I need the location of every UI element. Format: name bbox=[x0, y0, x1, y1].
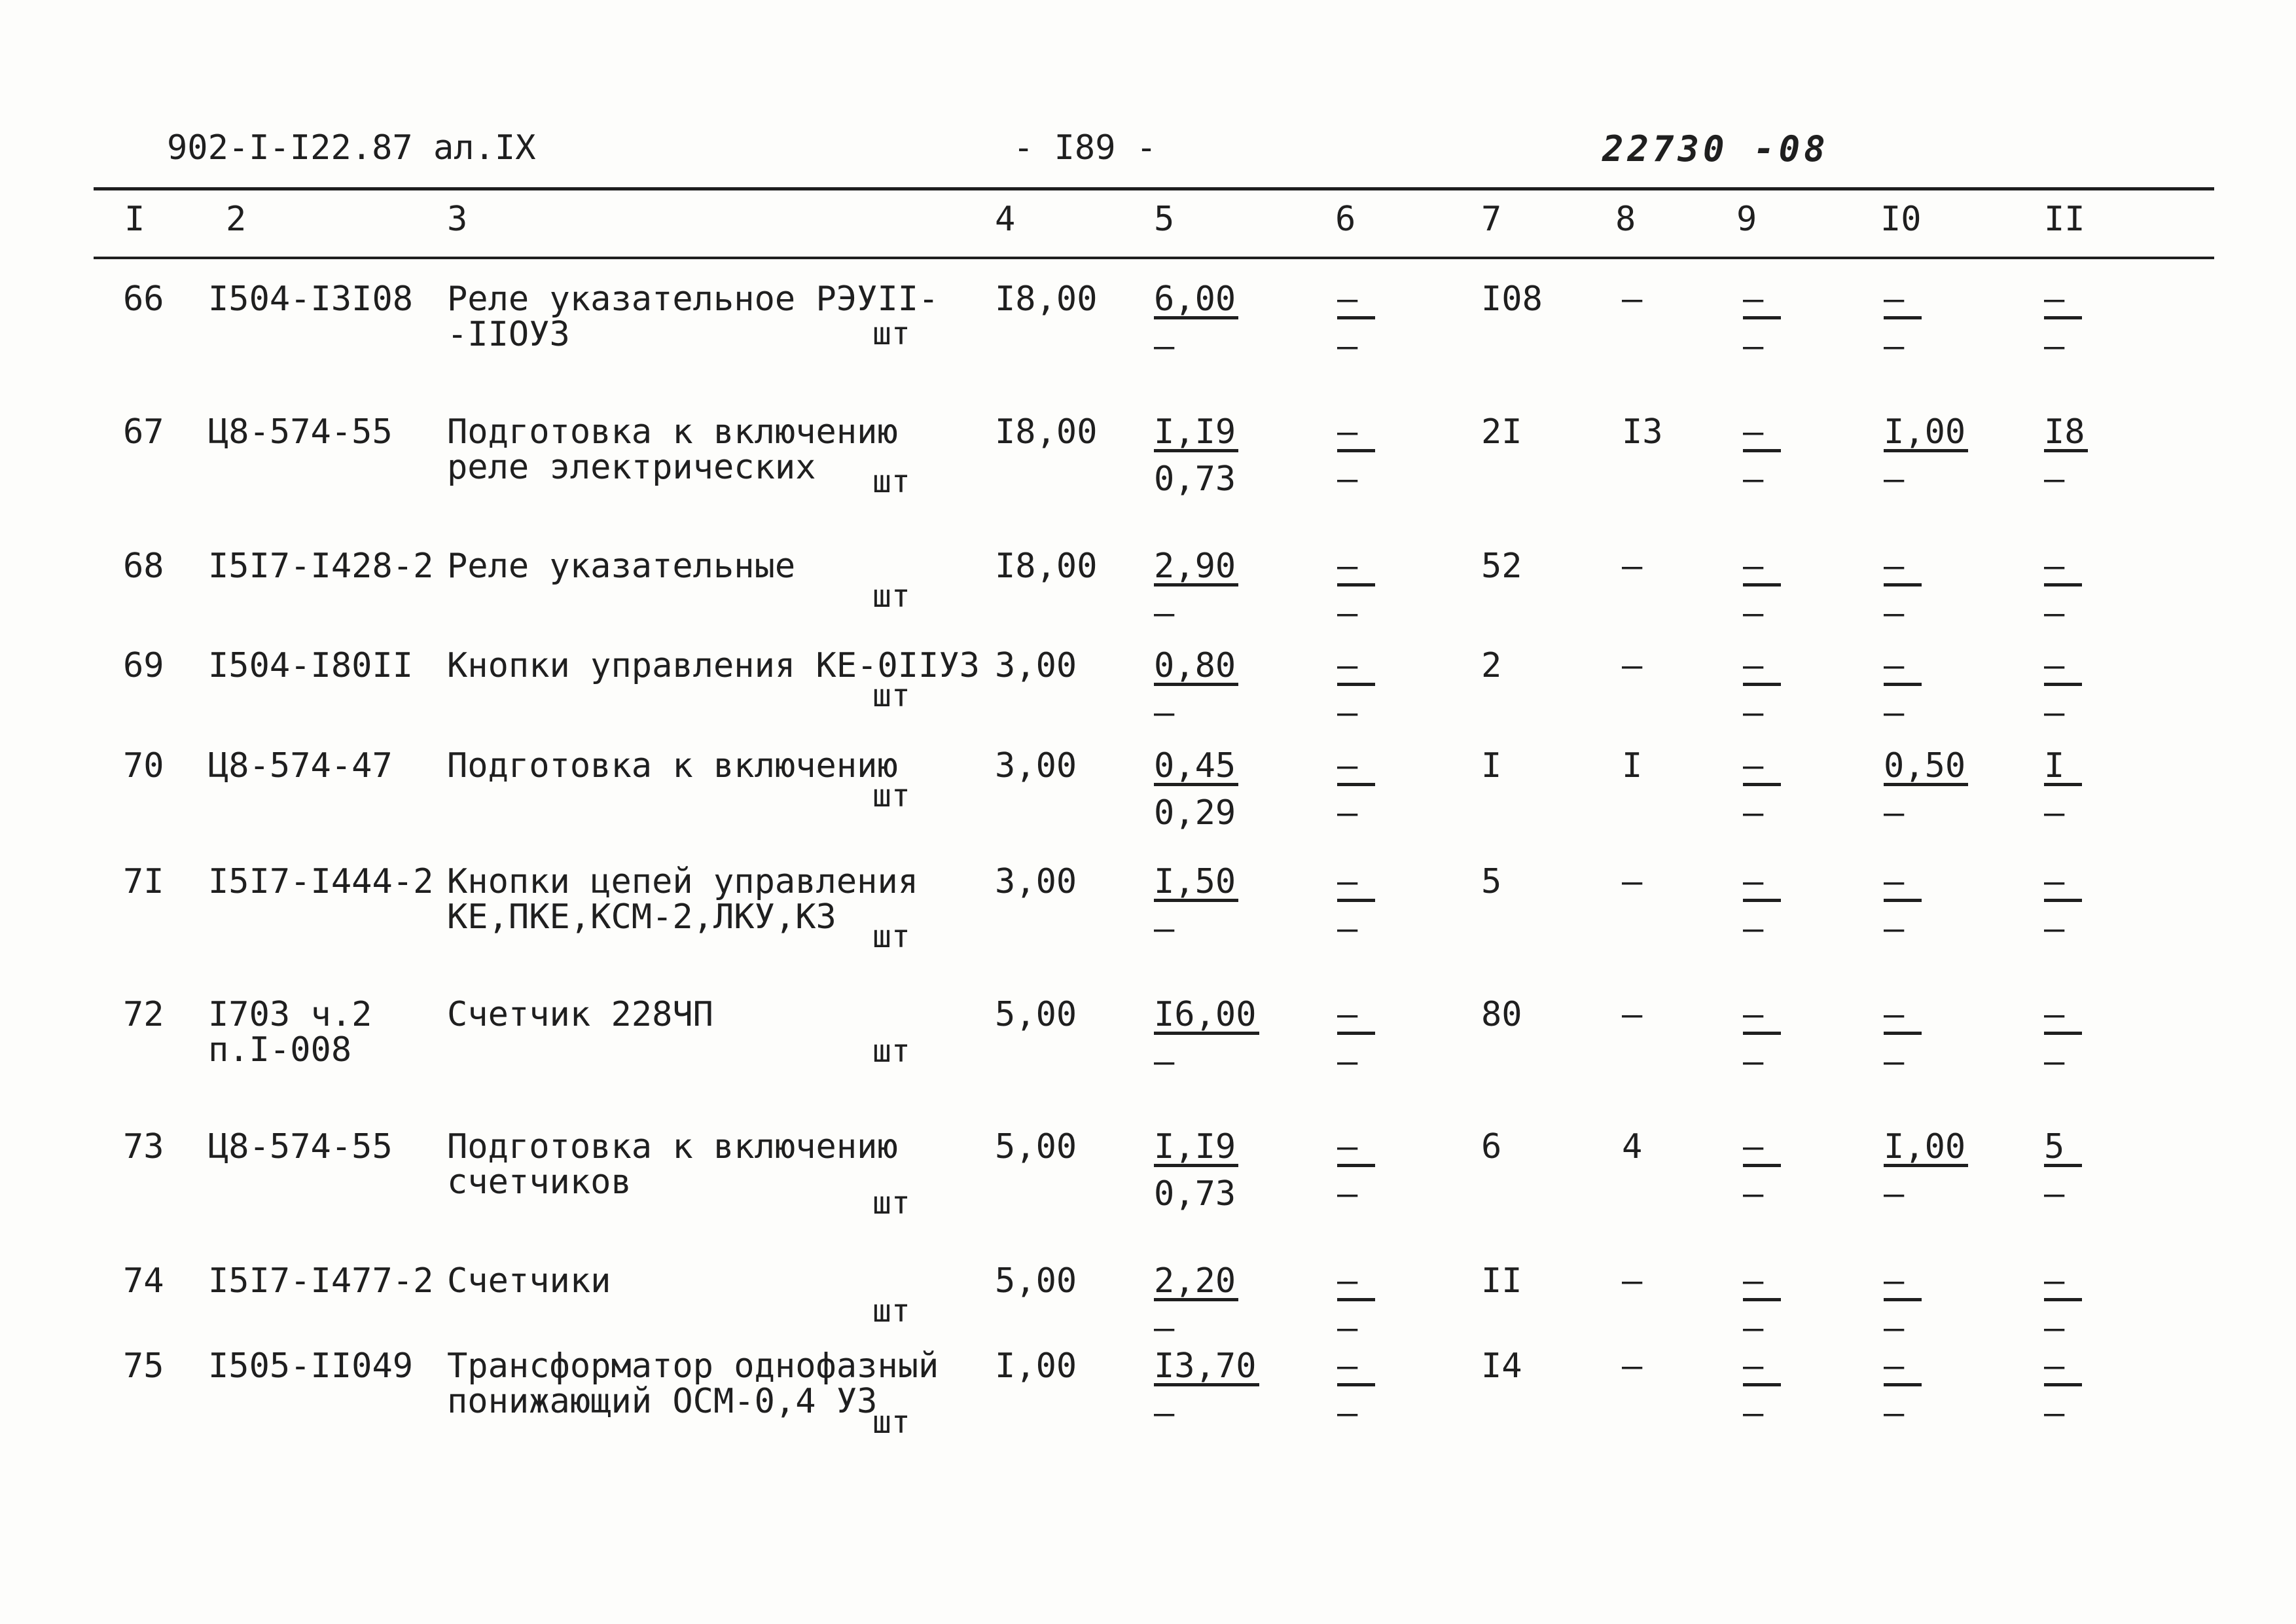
quantity-value: I8,00 bbox=[995, 412, 1098, 452]
fraction-bottom: – bbox=[2044, 1174, 2065, 1214]
unit-label: шт bbox=[872, 578, 910, 615]
rate-code bbox=[208, 549, 433, 584]
column-number: 8 bbox=[1615, 200, 1636, 239]
fraction-bottom: – bbox=[1884, 693, 1905, 732]
fraction-top: – bbox=[2044, 649, 2082, 686]
fraction-bottom: – bbox=[1337, 1394, 1358, 1433]
quantity-value: I,00 bbox=[995, 1346, 1077, 1386]
column-10-fraction bbox=[1884, 864, 1922, 947]
text-line: реле электрических bbox=[447, 448, 816, 487]
fraction-bottom: 0,73 bbox=[1154, 1174, 1236, 1214]
price-fraction bbox=[1154, 748, 1238, 831]
document-code: 902-I-I22.87 ал.IX bbox=[167, 128, 536, 168]
fraction-top: – bbox=[1337, 998, 1375, 1035]
fraction-bottom: – bbox=[1154, 909, 1175, 948]
column-6-fraction bbox=[1337, 648, 1375, 731]
column-9-fraction bbox=[1743, 281, 1781, 364]
price-fraction bbox=[1154, 1348, 1259, 1431]
item-description bbox=[447, 549, 795, 584]
total-value: I bbox=[1481, 746, 1502, 785]
rate-code bbox=[208, 1263, 433, 1299]
text-line: КЕ,ПКЕ,КСМ-2,ЛКУ,КЗ bbox=[447, 897, 836, 937]
text-line: I505-II049 bbox=[208, 1346, 414, 1386]
item-description bbox=[447, 281, 939, 352]
fraction-bottom: – bbox=[1154, 1394, 1175, 1433]
column-number: 7 bbox=[1481, 200, 1502, 239]
column-10-fraction bbox=[1884, 414, 1968, 497]
row-number: 72 bbox=[123, 995, 164, 1034]
column-8-value: – bbox=[1622, 646, 1643, 685]
fraction-top: 0,50 bbox=[1884, 749, 1968, 786]
column-10-fraction bbox=[1884, 549, 1922, 631]
row-number: 66 bbox=[123, 280, 164, 319]
row-number: 7I bbox=[123, 862, 164, 901]
fraction-bottom: – bbox=[1884, 793, 1905, 833]
item-description bbox=[447, 1348, 939, 1419]
column-6-fraction bbox=[1337, 1348, 1375, 1431]
text-line: -IIОУЗ bbox=[447, 315, 570, 354]
fraction-top: 2,90 bbox=[1154, 549, 1238, 586]
table-header-rule bbox=[94, 257, 2214, 259]
row-number: 69 bbox=[123, 646, 164, 685]
table-top-rule bbox=[94, 187, 2214, 190]
fraction-top: – bbox=[1743, 1130, 1781, 1167]
column-number: 4 bbox=[995, 200, 1016, 239]
fraction-bottom: – bbox=[1154, 1042, 1175, 1081]
fraction-bottom: – bbox=[2044, 1042, 2065, 1081]
text-line: I5I7-I477-2 bbox=[208, 1261, 434, 1301]
column-6-fraction bbox=[1337, 864, 1375, 947]
unit-label: шт bbox=[872, 463, 910, 500]
fraction-bottom: – bbox=[2044, 793, 2065, 833]
column-10-fraction bbox=[1884, 997, 1922, 1079]
text-line: Подготовка к включению bbox=[447, 1127, 898, 1166]
text-line: Ц8-574-55 bbox=[208, 412, 393, 452]
rate-code bbox=[208, 281, 413, 317]
fraction-top: – bbox=[1337, 282, 1375, 319]
quantity-value: 3,00 bbox=[995, 646, 1077, 685]
fraction-top: – bbox=[1337, 865, 1375, 902]
text-line: I703 ч.2 bbox=[208, 995, 372, 1034]
column-10-fraction bbox=[1884, 748, 1968, 831]
total-value: 2I bbox=[1481, 412, 1522, 452]
fraction-top: 6,00 bbox=[1154, 282, 1238, 319]
rate-code bbox=[208, 997, 372, 1068]
fraction-bottom: – bbox=[1884, 460, 1905, 499]
column-6-fraction bbox=[1337, 748, 1375, 831]
text-line: Кнопки управления КЕ-0IIУЗ bbox=[447, 646, 980, 685]
column-6-fraction bbox=[1337, 997, 1375, 1079]
text-line: Трансформатор однофазный bbox=[447, 1346, 939, 1386]
total-value: 6 bbox=[1481, 1127, 1502, 1166]
total-value: 2 bbox=[1481, 646, 1502, 685]
fraction-bottom: 0,73 bbox=[1154, 460, 1236, 499]
fraction-bottom: – bbox=[1743, 909, 1764, 948]
rate-code bbox=[208, 1348, 413, 1384]
row-number: 70 bbox=[123, 746, 164, 785]
fraction-top: – bbox=[1884, 549, 1922, 586]
column-9-fraction bbox=[1743, 1263, 1781, 1346]
rate-code bbox=[208, 748, 393, 784]
text-line: Реле указательное РЭУII- bbox=[447, 280, 939, 319]
column-8-value: – bbox=[1622, 995, 1643, 1034]
fraction-bottom: – bbox=[1337, 327, 1358, 366]
column-6-fraction bbox=[1337, 1129, 1375, 1212]
fraction-top: – bbox=[2044, 998, 2082, 1035]
fraction-bottom: – bbox=[2044, 909, 2065, 948]
fraction-bottom: – bbox=[1884, 1394, 1905, 1433]
item-description bbox=[447, 997, 713, 1032]
fraction-bottom: – bbox=[1154, 594, 1175, 633]
text-line: понижающий ОСМ-0,4 УЗ bbox=[447, 1382, 878, 1421]
row-number: 67 bbox=[123, 412, 164, 452]
price-fraction bbox=[1154, 549, 1238, 631]
quantity-value: 3,00 bbox=[995, 746, 1077, 785]
item-description bbox=[447, 1263, 611, 1299]
fraction-top: – bbox=[1337, 649, 1375, 686]
column-10-fraction bbox=[1884, 1348, 1922, 1431]
column-9-fraction bbox=[1743, 864, 1781, 947]
fraction-bottom: – bbox=[1337, 793, 1358, 833]
column-8-value: I3 bbox=[1622, 412, 1663, 452]
fraction-top: – bbox=[1743, 415, 1781, 452]
column-11-fraction bbox=[2044, 864, 2082, 947]
column-10-fraction bbox=[1884, 1263, 1922, 1346]
column-10-fraction bbox=[1884, 648, 1922, 731]
text-line: счетчиков bbox=[447, 1163, 632, 1202]
fraction-bottom: – bbox=[1337, 1042, 1358, 1081]
fraction-top: – bbox=[1337, 549, 1375, 586]
quantity-value: 5,00 bbox=[995, 1261, 1077, 1301]
fraction-top: – bbox=[2044, 1349, 2082, 1386]
text-line: п.I-008 bbox=[208, 1030, 352, 1070]
column-11-fraction bbox=[2044, 1263, 2082, 1346]
price-fraction bbox=[1154, 864, 1238, 947]
column-number: 3 bbox=[447, 200, 468, 239]
fraction-bottom: – bbox=[1743, 1308, 1764, 1348]
fraction-bottom: – bbox=[1884, 594, 1905, 633]
quantity-value: I8,00 bbox=[995, 280, 1098, 319]
text-line: Реле указательные bbox=[447, 547, 796, 586]
column-11-fraction bbox=[2044, 1348, 2082, 1431]
archive-number: 22730 -08 bbox=[1602, 128, 1829, 170]
item-description bbox=[447, 864, 918, 935]
fraction-top: I3,70 bbox=[1154, 1349, 1259, 1386]
column-number: 5 bbox=[1154, 200, 1175, 239]
quantity-value: 5,00 bbox=[995, 1127, 1077, 1166]
fraction-top: – bbox=[1884, 282, 1922, 319]
column-9-fraction bbox=[1743, 414, 1781, 497]
fraction-top: I6,00 bbox=[1154, 998, 1259, 1035]
column-number: II bbox=[2044, 200, 2085, 239]
column-number: 9 bbox=[1736, 200, 1757, 239]
fraction-bottom: – bbox=[1884, 1308, 1905, 1348]
text-line: Ц8-574-47 bbox=[208, 746, 393, 785]
fraction-top: I,I9 bbox=[1154, 415, 1238, 452]
fraction-top: I,I9 bbox=[1154, 1130, 1238, 1167]
column-11-fraction bbox=[2044, 748, 2082, 831]
fraction-bottom: – bbox=[1337, 1308, 1358, 1348]
fraction-bottom: – bbox=[1743, 1042, 1764, 1081]
total-value: I08 bbox=[1481, 280, 1543, 319]
fraction-top: – bbox=[1743, 749, 1781, 786]
fraction-top: – bbox=[1884, 865, 1922, 902]
table-row bbox=[0, 414, 2296, 532]
fraction-bottom: – bbox=[1743, 793, 1764, 833]
fraction-bottom: – bbox=[2044, 1308, 2065, 1348]
column-9-fraction bbox=[1743, 997, 1781, 1079]
fraction-top: – bbox=[1743, 1264, 1781, 1301]
text-line: Счетчик 228ЧП bbox=[447, 995, 713, 1034]
fraction-bottom: – bbox=[1884, 1174, 1905, 1214]
column-10-fraction bbox=[1884, 1129, 1968, 1212]
column-8-value: – bbox=[1622, 1261, 1643, 1301]
fraction-top: – bbox=[1884, 1349, 1922, 1386]
unit-label: шт bbox=[872, 1293, 910, 1329]
column-6-fraction bbox=[1337, 1263, 1375, 1346]
unit-label: шт bbox=[872, 677, 910, 714]
fraction-bottom: – bbox=[2044, 460, 2065, 499]
column-11-fraction bbox=[2044, 549, 2082, 631]
rate-code bbox=[208, 648, 413, 683]
unit-label: шт bbox=[872, 1033, 910, 1070]
total-value: 5 bbox=[1481, 862, 1502, 901]
fraction-bottom: – bbox=[1337, 460, 1358, 499]
text-line: I5I7-I428-2 bbox=[208, 547, 434, 586]
fraction-top: – bbox=[1884, 998, 1922, 1035]
fraction-bottom: – bbox=[1337, 594, 1358, 633]
fraction-bottom: – bbox=[1743, 1394, 1764, 1433]
text-line: Подготовка к включению bbox=[447, 746, 898, 785]
fraction-top: – bbox=[2044, 282, 2082, 319]
row-number: 73 bbox=[123, 1127, 164, 1166]
fraction-bottom: – bbox=[2044, 594, 2065, 633]
fraction-bottom: – bbox=[2044, 1394, 2065, 1433]
price-fraction bbox=[1154, 1129, 1238, 1212]
fraction-bottom: – bbox=[1337, 909, 1358, 948]
text-line: I504-I3I08 bbox=[208, 280, 414, 319]
quantity-value: I8,00 bbox=[995, 547, 1098, 586]
column-11-fraction bbox=[2044, 1129, 2082, 1212]
fraction-bottom: – bbox=[1743, 594, 1764, 633]
fraction-bottom: – bbox=[1743, 1174, 1764, 1214]
fraction-top: I bbox=[2044, 749, 2082, 786]
column-11-fraction bbox=[2044, 648, 2082, 731]
text-line: I5I7-I444-2 bbox=[208, 862, 434, 901]
column-9-fraction bbox=[1743, 648, 1781, 731]
price-fraction bbox=[1154, 997, 1259, 1079]
quantity-value: 5,00 bbox=[995, 995, 1077, 1034]
column-8-value: I bbox=[1622, 746, 1643, 785]
fraction-top: – bbox=[1743, 649, 1781, 686]
column-number: 6 bbox=[1335, 200, 1356, 239]
row-number: 74 bbox=[123, 1261, 164, 1301]
item-description bbox=[447, 748, 898, 784]
fraction-top: – bbox=[1337, 415, 1375, 452]
total-value: I4 bbox=[1481, 1346, 1522, 1386]
text-line: Ц8-574-55 bbox=[208, 1127, 393, 1166]
column-11-fraction bbox=[2044, 281, 2082, 364]
fraction-top: 2,20 bbox=[1154, 1264, 1238, 1301]
unit-label: шт bbox=[872, 1185, 910, 1221]
fraction-top: – bbox=[1337, 1349, 1375, 1386]
fraction-top: – bbox=[2044, 1264, 2082, 1301]
price-fraction bbox=[1154, 1263, 1238, 1346]
column-6-fraction bbox=[1337, 549, 1375, 631]
fraction-top: – bbox=[1337, 749, 1375, 786]
total-value: 52 bbox=[1481, 547, 1522, 586]
fraction-bottom: 0,29 bbox=[1154, 793, 1236, 833]
table-row bbox=[0, 748, 2296, 866]
column-number: I0 bbox=[1880, 200, 1922, 239]
table-row bbox=[0, 997, 2296, 1115]
item-description bbox=[447, 1129, 898, 1200]
text-line: Подготовка к включению bbox=[447, 412, 898, 452]
unit-label: шт bbox=[872, 316, 910, 352]
table-row bbox=[0, 1348, 2296, 1466]
fraction-bottom: – bbox=[2044, 693, 2065, 732]
fraction-bottom: – bbox=[1884, 909, 1905, 948]
fraction-bottom: – bbox=[1154, 327, 1175, 366]
rate-code bbox=[208, 864, 433, 899]
fraction-top: – bbox=[1743, 865, 1781, 902]
unit-label: шт bbox=[872, 778, 910, 814]
text-line: Счетчики bbox=[447, 1261, 611, 1301]
page-number: - I89 - bbox=[1013, 128, 1157, 168]
price-fraction bbox=[1154, 414, 1238, 497]
fraction-top: – bbox=[1884, 1264, 1922, 1301]
column-8-value: 4 bbox=[1622, 1127, 1643, 1166]
column-9-fraction bbox=[1743, 549, 1781, 631]
table-row bbox=[0, 1129, 2296, 1247]
column-8-value: – bbox=[1622, 280, 1643, 319]
fraction-bottom: – bbox=[2044, 327, 2065, 366]
table-row bbox=[0, 281, 2296, 399]
fraction-bottom: – bbox=[1337, 1174, 1358, 1214]
column-11-fraction bbox=[2044, 997, 2082, 1079]
text-line: I504-I80II bbox=[208, 646, 414, 685]
rate-code bbox=[208, 1129, 393, 1164]
fraction-top: 0,80 bbox=[1154, 649, 1238, 686]
column-11-fraction bbox=[2044, 414, 2088, 497]
fraction-top: – bbox=[1743, 1349, 1781, 1386]
fraction-top: – bbox=[2044, 549, 2082, 586]
fraction-top: 5 bbox=[2044, 1130, 2082, 1167]
table-row bbox=[0, 864, 2296, 982]
fraction-bottom: – bbox=[1884, 1042, 1905, 1081]
column-9-fraction bbox=[1743, 748, 1781, 831]
fraction-bottom: – bbox=[1337, 693, 1358, 732]
fraction-top: – bbox=[1337, 1130, 1375, 1167]
fraction-top: – bbox=[1743, 549, 1781, 586]
text-line: Кнопки цепей управления bbox=[447, 862, 919, 901]
column-9-fraction bbox=[1743, 1348, 1781, 1431]
fraction-top: 0,45 bbox=[1154, 749, 1238, 786]
unit-label: шт bbox=[872, 918, 910, 955]
total-value: II bbox=[1481, 1261, 1522, 1301]
column-9-fraction bbox=[1743, 1129, 1781, 1212]
column-8-value: – bbox=[1622, 547, 1643, 586]
column-6-fraction bbox=[1337, 414, 1375, 497]
fraction-bottom: – bbox=[1154, 693, 1175, 732]
price-fraction bbox=[1154, 281, 1238, 364]
fraction-top: I8 bbox=[2044, 415, 2088, 452]
rate-code bbox=[208, 414, 393, 450]
fraction-bottom: – bbox=[1154, 1308, 1175, 1348]
fraction-top: I,00 bbox=[1884, 1130, 1968, 1167]
fraction-bottom: – bbox=[1743, 327, 1764, 366]
column-number: 2 bbox=[226, 200, 247, 239]
column-6-fraction bbox=[1337, 281, 1375, 364]
row-number: 75 bbox=[123, 1346, 164, 1386]
fraction-bottom: – bbox=[1743, 693, 1764, 732]
column-8-value: – bbox=[1622, 1346, 1643, 1386]
column-10-fraction bbox=[1884, 281, 1922, 364]
column-8-value: – bbox=[1622, 862, 1643, 901]
fraction-top: – bbox=[1743, 998, 1781, 1035]
fraction-top: – bbox=[1743, 282, 1781, 319]
fraction-top: – bbox=[2044, 865, 2082, 902]
quantity-value: 3,00 bbox=[995, 862, 1077, 901]
column-number: I bbox=[124, 200, 145, 239]
fraction-top: I,50 bbox=[1154, 865, 1238, 902]
item-description bbox=[447, 414, 898, 485]
fraction-bottom: – bbox=[1884, 327, 1905, 366]
unit-label: шт bbox=[872, 1404, 910, 1441]
fraction-top: – bbox=[1884, 649, 1922, 686]
price-fraction bbox=[1154, 648, 1238, 731]
fraction-bottom: – bbox=[1743, 460, 1764, 499]
fraction-top: I,00 bbox=[1884, 415, 1968, 452]
row-number: 68 bbox=[123, 547, 164, 586]
fraction-top: – bbox=[1337, 1264, 1375, 1301]
total-value: 80 bbox=[1481, 995, 1522, 1034]
